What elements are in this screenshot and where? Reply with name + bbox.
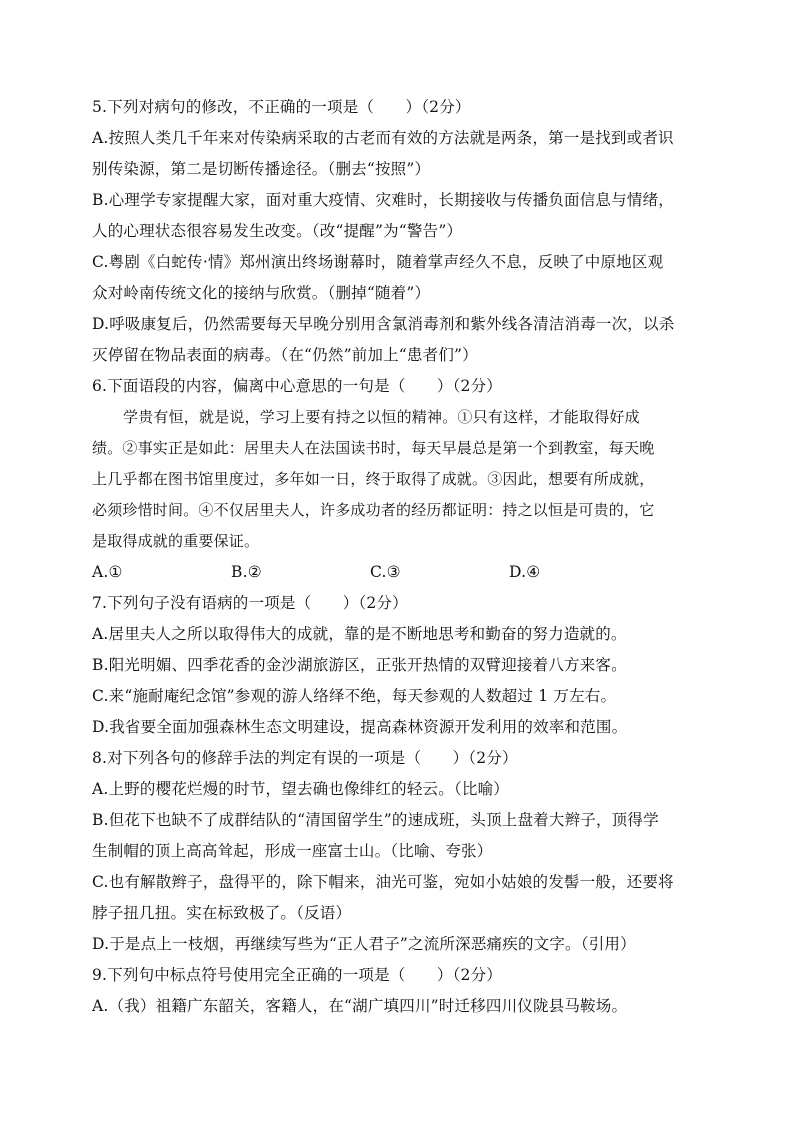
q7-option-c: C.来“施耐庵纪念馆”参观的游人络绎不绝，每天参观的人数超过 1 万左右。 (92, 687, 617, 705)
q6-option-d: D.④ (509, 563, 541, 581)
q7-option-b: B.阳光明媚、四季花香的金沙湖旅游区，正张开热情的双臂迎接着八方来客。 (92, 656, 627, 674)
q8-option-b-line2: 生制帽的顶上高高耸起，形成一座富士山。（比喻、夸张） (92, 842, 493, 860)
q6-option-b: B.② (231, 563, 262, 581)
q6-passage-line2: 绩。②事实正是如此：居里夫人在法国读书时，每天早晨总是第一个到教室，每天晚 (92, 439, 655, 457)
q5-option-b-line1: B.心理学专家提醒大家，面对重大疫情、灾难时，长期接收与传播负面信息与情绪， (92, 191, 674, 209)
q6-options-row (92, 557, 704, 588)
q5-option-b-line2: 人的心理状态很容易发生改变。（改“提醒”为“警告”） (92, 222, 463, 240)
q5-option-d-line2: 灭停留在物品表面的病毒。（在“仍然”前加上“患者们”） (92, 346, 478, 364)
q8-option-d: D.于是点上一枝烟，再继续写些为“正人君子”之流所深恶痛疾的文字。（引用） (92, 935, 636, 953)
q9-option-a: A.（我）祖籍广东韶关，客籍人，在“湖广填四川”时迁移四川仪陇县马鞍场。 (92, 997, 628, 1015)
q5-option-c-line1: C.粤剧《白蛇传·情》郑州演出终场谢幕时，随着掌声经久不息，反映了中原地区观 (92, 253, 664, 271)
q6-passage-line5: 是取得成就的重要保证。 (92, 532, 260, 550)
question-7-stem: 7.下列句子没有语病的一项是（ ）（2分） (92, 594, 408, 612)
q8-option-a: A.上野的樱花烂熳的时节，望去确也像绯红的轻云。（比喻） (92, 780, 509, 798)
q7-option-a: A.居里夫人之所以取得伟大的成就，靠的是不断地思考和勤奋的努力造就的。 (92, 625, 627, 643)
q6-option-a: A.① (92, 563, 123, 581)
q5-option-a-line1: A.按照人类几千年来对传染病采取的古老而有效的方法就是两条，第一是找到或者识 (92, 129, 674, 147)
q7-option-d: D.我省要全面加强森林生态文明建设，提高森林资源开发利用的效率和范围。 (92, 718, 628, 736)
q6-passage-line4: 必须珍惜时间。④不仅居里夫人，许多成功者的经历都证明：持之以恒是可贵的，它 (92, 501, 655, 519)
question-9-stem: 9.下列句中标点符号使用完全正确的一项是（ ）（2分） (92, 966, 503, 984)
question-5-stem: 5.下列对病句的修改，不正确的一项是（ ）（2分） (92, 98, 471, 116)
q8-option-c-line2: 脖子扭几扭。实在标致极了。（反语） (92, 904, 352, 922)
exam-page (92, 92, 704, 1022)
q6-option-c: C.③ (370, 563, 401, 581)
q8-option-c-line1: C.也有解散辫子，盘得平的，除下帽来，油光可鉴，宛如小姑娘的发髻一般，还要将 (92, 873, 674, 891)
q5-option-d-line1: D.呼吸康复后，仍然需要每天早晚分别用含氯消毒剂和紫外线各清洁消毒一次，以杀 (92, 315, 675, 333)
question-6-stem: 6.下面语段的内容，偏离中心意思的一句是（ ）（2分） (92, 377, 503, 395)
q5-option-c-line2: 众对岭南传统文化的接纳与欣赏。（删掉“随着”） (92, 284, 431, 302)
q6-passage-line1: 学贵有恒，就是说，学习上要有持之以恒的精神。①只有这样，才能取得好成 (123, 408, 640, 426)
q5-option-a-line2: 别传染源，第二是切断传播途径。（删去“按照”） (92, 160, 431, 178)
q8-option-b-line1: B.但花下也缺不了成群结队的“清国留学生”的速成班，头顶上盘着大辫子，顶得学 (92, 811, 659, 829)
question-8-stem: 8.对下列各句的修辞手法的判定有误的一项是（ ）（2分） (92, 749, 518, 767)
q6-passage-line3: 上几乎都在图书馆里度过，多年如一日，终于取得了成就。③因此，想要有所成就， (92, 470, 655, 488)
